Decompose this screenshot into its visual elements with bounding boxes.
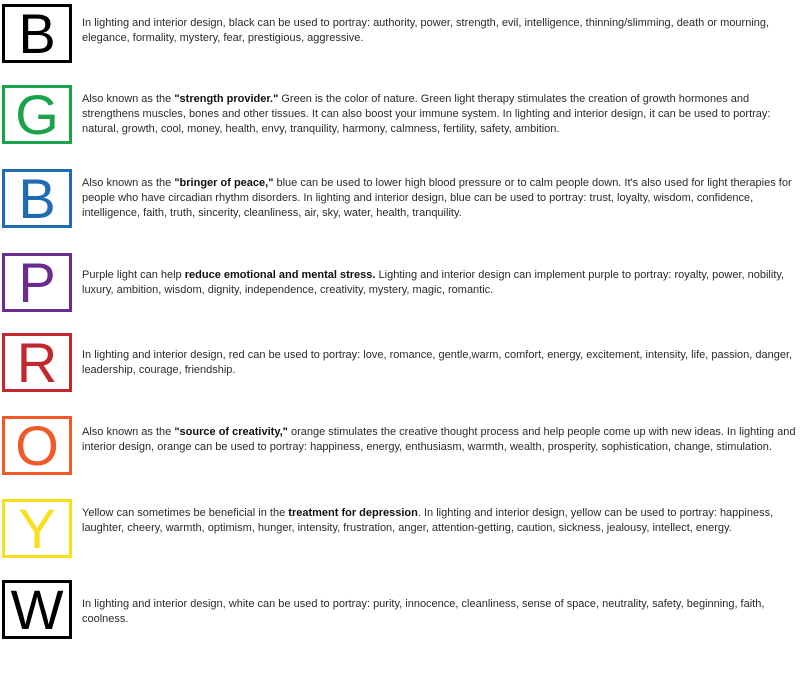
letter-box-black	[2, 1, 72, 65]
letter-box-blue	[2, 166, 72, 230]
description-yellow: Yellow can sometimes be beneficial in the treatment for depression. In lighting and interior design, yellow can be used to portray: happiness, laughter, cheery, warmth, optimism, hunger, intensity, frustration, anger, attention-getting, caution, sickness, jealousy, intellect, energy.	[82, 507, 774, 534]
description-green: Also known as the "strength provider." Green is the color of nature. Green light therapy stimulates the creation of growth hormones and strengthens muscles, bones and other tissues. It can also boost your immune system. In lighting and interior design, it can be used to portray: natural, growth, cool, money, health, envy, tranquility, harmony, calmness, fertility, safety, ambition.	[82, 93, 771, 135]
letter-red: R	[16, 330, 58, 394]
description-black: In lighting and interior design, black can be used to portray: authority, power, strength, evil, intelligence, thinning/slimming, death or mourning, elegance, formality, mystery, fear, prestigious, aggressive.	[82, 17, 770, 44]
letter-box-purple	[2, 250, 72, 314]
letter-box-green	[2, 82, 72, 146]
description-white: In lighting and interior design, white can be used to portray: purity, innocence, cleanliness, sense of space, neutrality, safety, beginning, faith, coolness.	[82, 598, 765, 625]
description-red: In lighting and interior design, red can be used to portray: love, romance, gentle,warm, comfort, energy, excitement, intensity, life, passion, danger, leadership, courage, friendship.	[82, 349, 793, 376]
letter-box-white	[2, 577, 72, 641]
letter-box-orange	[2, 413, 72, 477]
letter-black: B	[18, 1, 56, 65]
letter-purple: P	[18, 250, 56, 314]
letter-box-yellow	[2, 496, 72, 560]
letter-box-red	[2, 330, 72, 394]
description-purple: Purple light can help reduce emotional and mental stress. Lighting and interior design can implement purple to portray: royalty, power, nobility, luxury, ambition, wisdom, dignity, independence, creativity, mystery, magic, romantic.	[82, 269, 785, 296]
letter-orange: O	[15, 413, 59, 477]
letter-green: G	[15, 82, 59, 146]
description-orange: Also known as the "source of creativity," orange stimulates the creative thought process and help people come up with new ideas. In lighting and interior design, orange can be used to portray: happiness, energy, enthusiasm, warmth, wealth, prosperity, sophistication, change, stimulation.	[82, 426, 796, 453]
description-blue: Also known as the "bringer of peace," blue can be used to lower high blood pressure or to calm people down. It's also used for light therapies for people who have circadian rhythm disorders. In lighting and interior design, blue can be used to portray: trust, loyalty, wisdom, confidence, intelligence, faith, truth, sincerity, cleanliness, air, sky, water, health, tranquility.	[82, 177, 792, 219]
letter-white: W	[10, 577, 64, 641]
letter-blue: B	[18, 166, 56, 230]
letter-yellow: Y	[18, 496, 56, 560]
